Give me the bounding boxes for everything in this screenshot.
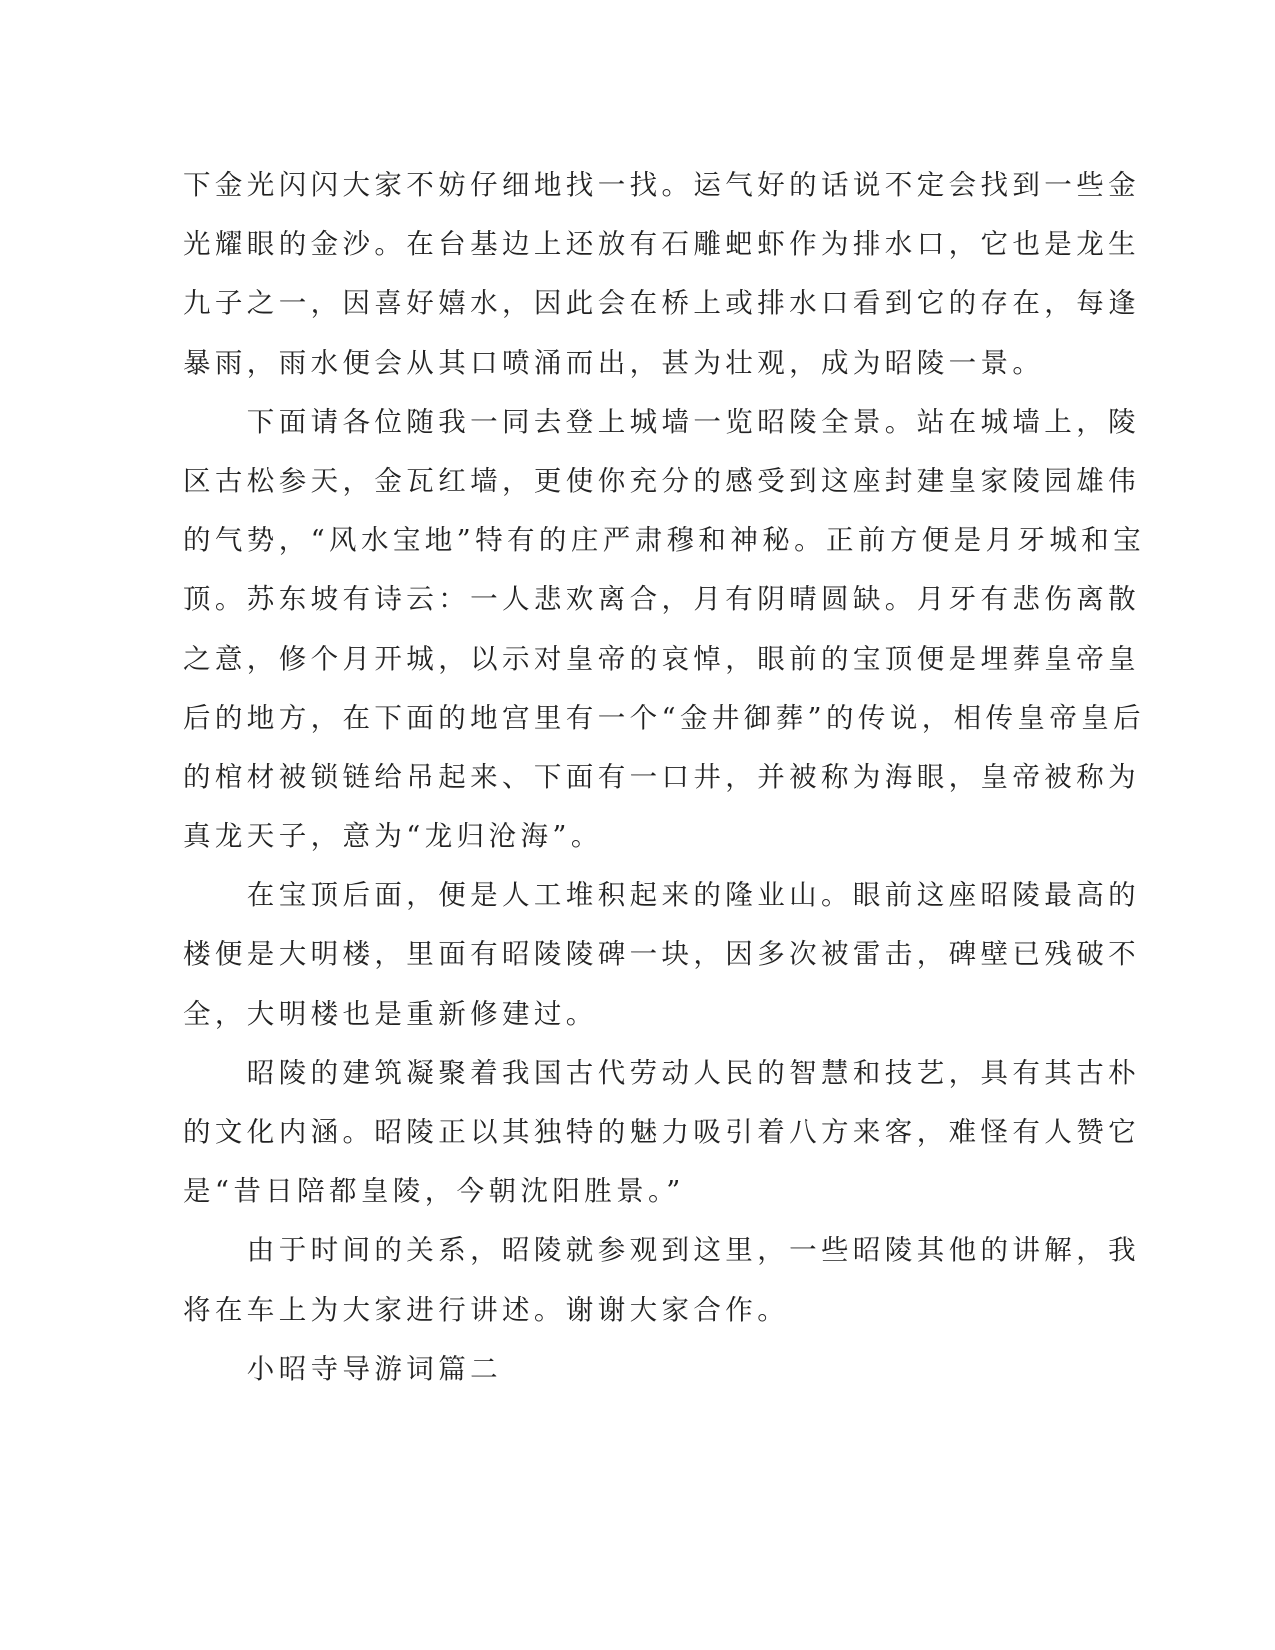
text-line: 昭陵的建筑凝聚着我国古代劳动人民的智慧和技艺，具有其古朴 <box>183 1056 1140 1089</box>
text-line: 是“昔日陪都皇陵，今朝沈阳胜景。” <box>183 1175 685 1208</box>
text-line: 将在车上为大家进行讲述。谢谢大家合作。 <box>183 1293 790 1326</box>
text-line: 在宝顶后面，便是人工堆积起来的隆业山。眼前这座昭陵最高的 <box>183 879 1140 912</box>
text-line: 后的地方，在下面的地宫里有一个“金井御葬”的传说，相传皇帝皇后 <box>183 701 1146 734</box>
text-line: 九子之一，因喜好嬉水，因此会在桥上或排水口看到它的存在，每逢 <box>183 287 1140 320</box>
text-line: 的棺材被锁链给吊起来、下面有一口井，并被称为海眼，皇帝被称为 <box>183 760 1140 793</box>
document-body <box>183 156 1146 1399</box>
text-line: 楼便是大明楼，里面有昭陵陵碑一块，因多次被雷击，碑壁已残破不 <box>183 938 1140 971</box>
text-line: 真龙天子，意为“龙归沧海”。 <box>183 820 603 853</box>
text-line: 由于时间的关系，昭陵就参观到这里，一些昭陵其他的讲解，我 <box>183 1234 1140 1267</box>
text-line: 的文化内涵。昭陵正以其独特的魅力吸引着八方来客，难怪有人赞它 <box>183 1116 1140 1148</box>
text-line: 之意，修个月开城，以示对皇帝的哀悼，眼前的宝顶便是埋葬皇帝皇 <box>183 642 1140 675</box>
text-line: 下面请各位随我一同去登上城墙一览昭陵全景。站在城墙上，陵 <box>183 405 1140 438</box>
text-line: 光耀眼的金沙。在台基边上还放有石雕蚆虾作为排水口，它也是龙生 <box>183 228 1140 261</box>
text-line: 暴雨，雨水便会从其口喷涌而出，甚为壮观，成为昭陵一景。 <box>183 346 1045 379</box>
text-line: 的气势，“风水宝地”特有的庄严肃穆和神秘。正前方便是月牙城和宝 <box>183 524 1146 557</box>
text-line: 全，大明楼也是重新修建过。 <box>183 997 598 1030</box>
section-heading: 小昭寺导游词篇二 <box>183 1352 502 1385</box>
text-line: 下金光闪闪大家不妨仔细地找一找。运气好的话说不定会找到一些金 <box>183 169 1140 201</box>
text-line: 顶。苏东坡有诗云：一人悲欢离合，月有阴晴圆缺。月牙有悲伤离散 <box>183 583 1140 616</box>
text-line: 区古松参天，金瓦红墙，更使你充分的感受到这座封建皇家陵园雄伟 <box>183 464 1140 497</box>
